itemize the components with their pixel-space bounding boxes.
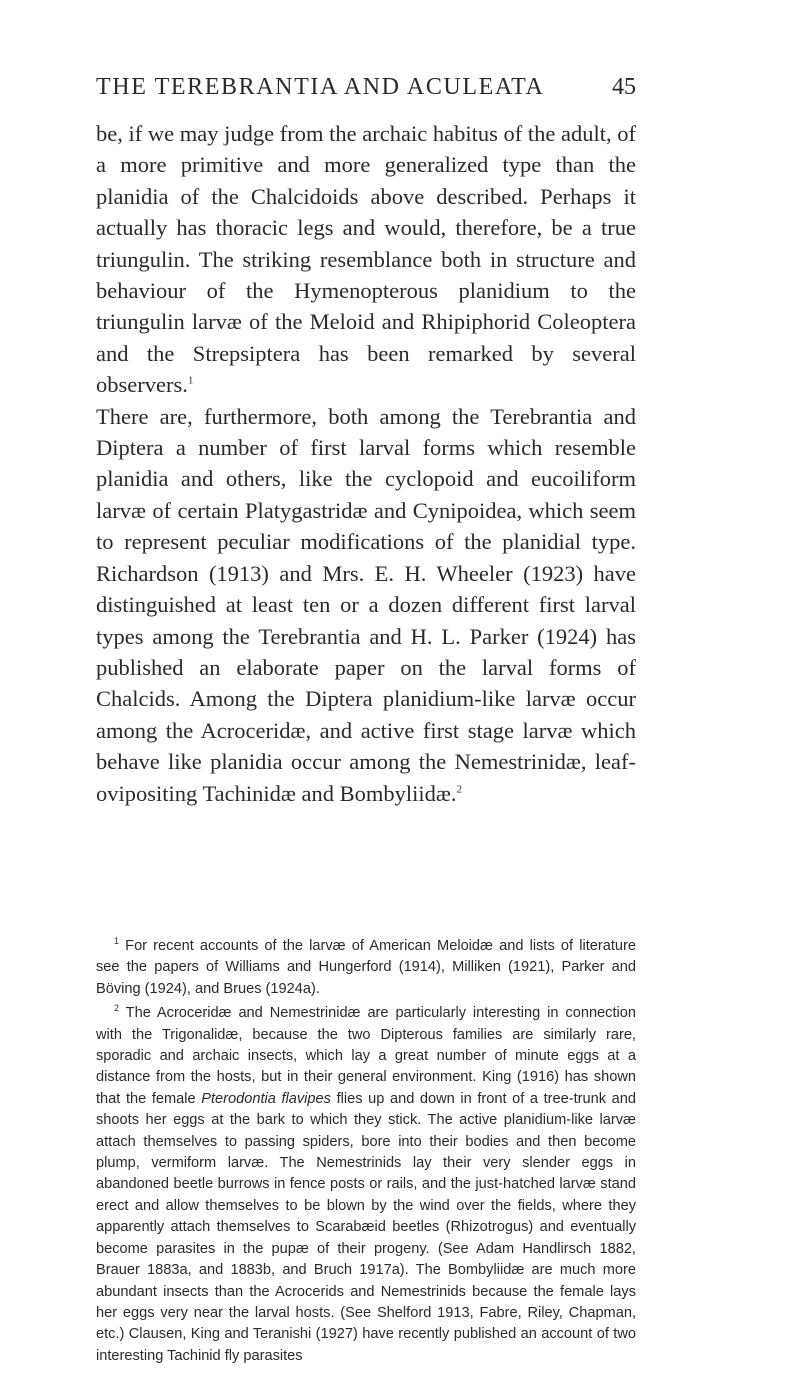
footnote-2-text-a: The Acroceridæ and Nemestrinidæ are particularly interesting in connection with the Trigonalidæ, because the two Dipterous families are similarly rare, sporadic and archaic insects, which lay a great number of minute eggs at a distance from the hosts, but in their general environment. King (1916) has shown that the female <box>96 1005 636 1107</box>
paragraph-2 <box>96 401 636 809</box>
species-name: Pterodontia flavipes <box>201 1090 331 1107</box>
paragraph-1-text: be, if we may judge from the archaic habitus of the adult, of a more primitive and more generalized type than the planidia of the Chalcidoids above described. Perhaps it actually has thoracic legs and would, therefore, be a true triungulin. The striking resemblance both in structure and behaviour of the Hymenopterous planidium to the triungulin larvæ of the Meloid and Rhipiphorid Coleoptera and the Strepsiptera has been remarked by several observers. <box>96 121 636 398</box>
footnote-1-mark: 1 <box>114 936 120 947</box>
paragraph-1 <box>96 118 636 401</box>
footnote-2-mark: 2 <box>114 1003 120 1014</box>
footnotes <box>96 936 636 1367</box>
footnote-ref-2[interactable]: 2 <box>456 783 463 796</box>
running-title: THE TEREBRANTIA AND ACULEATA <box>96 74 545 100</box>
footnote-1-text: For recent accounts of the larvæ of American Meloidæ and lists of literature see the papers of Williams and Hungerford (1914), Milliken (1921), Parker and Böving (1924), and Brues (1924a). <box>96 938 636 997</box>
footnote-ref-1[interactable]: 1 <box>187 374 194 387</box>
page-number: 45 <box>612 74 636 100</box>
paragraph-2-text: There are, furthermore, both among the Terebrantia and Diptera a number of first larval forms which resemble planidia and others, like the cyclopoid and eucoiliform larvæ of certain Platygastridæ and Cynipoidea, which seem to represent peculiar modifications of the planidial type. Richardson (1913) and Mrs. E. H. Wheeler (1923) have distinguished at least ten or a dozen different first larval types among the Terebrantia and H. L. Parker (1924) has published an elaborate paper on the larval forms of Chalcids. Among the Diptera planidium-like larvæ occur among the Acroceridæ, and active first stage larvæ which behave like planidia occur among the Nemestrinidæ, leaf-ovipositing Tachinidæ and Bombyliidæ. <box>96 403 636 806</box>
footnote-2-text-b: flies up and down in front of a tree-trunk and shoots her eggs at the bark to which they stick. The active planidium-like larvæ attach themselves to passing spiders, bore into their bodies and then become plump, vermiform larvæ. The Nemestrinids lay their very slender eggs in abandoned beetle burrows in fence posts or rails, and the just-hatched larvæ stand erect and allow themselves to be blown by the wind over the fields, where they apparently attach themselves to Scarabæid beetles (Rhizotrogus) and eventually become parasites in the pupæ of their progeny. (See Adam Handlirsch 1882, Brauer 1883a, and 1883b, and Bruch 1917a). The Bombyliidæ are much more abundant insects than the Acrocerids and Nemestrinids because the female lays her eggs very near the larval hosts. (See Shelford 1913, Fabre, Riley, Chapman, etc.) Clausen, King and Teranishi (1927) have recently published an account of two interesting Tachinid fly parasites <box>96 1090 637 1364</box>
running-head <box>96 74 636 106</box>
footnote-2 <box>96 1003 636 1367</box>
main-text <box>96 118 636 809</box>
footnote-1 <box>96 936 636 1000</box>
